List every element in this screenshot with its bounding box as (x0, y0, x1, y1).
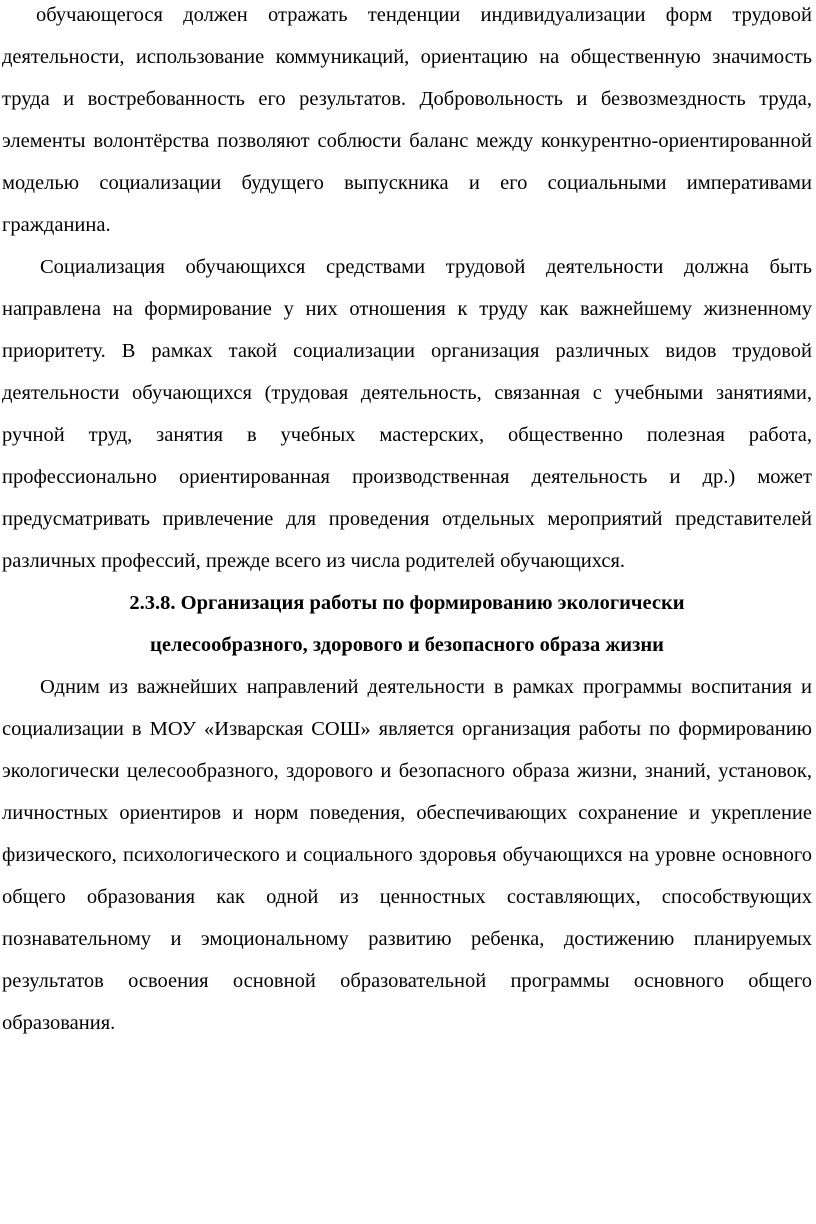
section-heading-line-1: 2.3.8. Организация работы по формированию экологически (129, 592, 685, 614)
paragraph-healthy-lifestyle: Одним из важнейших направлений деятельности в рамках программы воспитания и социализации в МОУ «Изварская СОШ» является организация работы по формированию экологически целесообразного, здорового и безопасного образа жизни, знаний, установок, личностных ориентиров и норм поведения, обеспечивающих сохранение и укрепление физического, психологического и социального здоровья обучающихся на уровне основного общего образования как одной из ценностных составляющих, способствующих познавательному и эмоциональному развитию ребенка, достижению планируемых результатов освоения основной образовательной программы основного общего образования. (2, 676, 812, 1034)
section-heading-line-2: целесообразного, здорового и безопасного образа жизни (150, 634, 664, 656)
paragraph-labor-socialization: Социализация обучающихся средствами трудовой деятельности должна быть направлена на формирование у них отношения к труду как важнейшему жизненному приоритету. В рамках такой социализации организация различных видов трудовой деятельности обучающихся (трудовая деятельность, связанная с учебными занятиями, ручной труд, занятия в учебных мастерских, общественно полезная работа, профессионально ориентированная производственная деятельность и др.) может предусматривать привлечение для проведения отдельных мероприятий представителей различных профессий, прежде всего из числа родителей обучающихся. (2, 256, 812, 572)
section-heading (2, 582, 812, 666)
paragraph-labor-individualization: обучающегося должен отражать тенденции индивидуализации форм трудовой деятельности, использование коммуникаций, ориентацию на общественную значимость труда и востребованность его результатов. Добровольность и безвозмездность труда, элементы волонтёрства позволяют соблюсти баланс между конкурентно-ориентированной моделью социализации будущего выпускника и его социальными императивами гражданина. (2, 4, 812, 236)
